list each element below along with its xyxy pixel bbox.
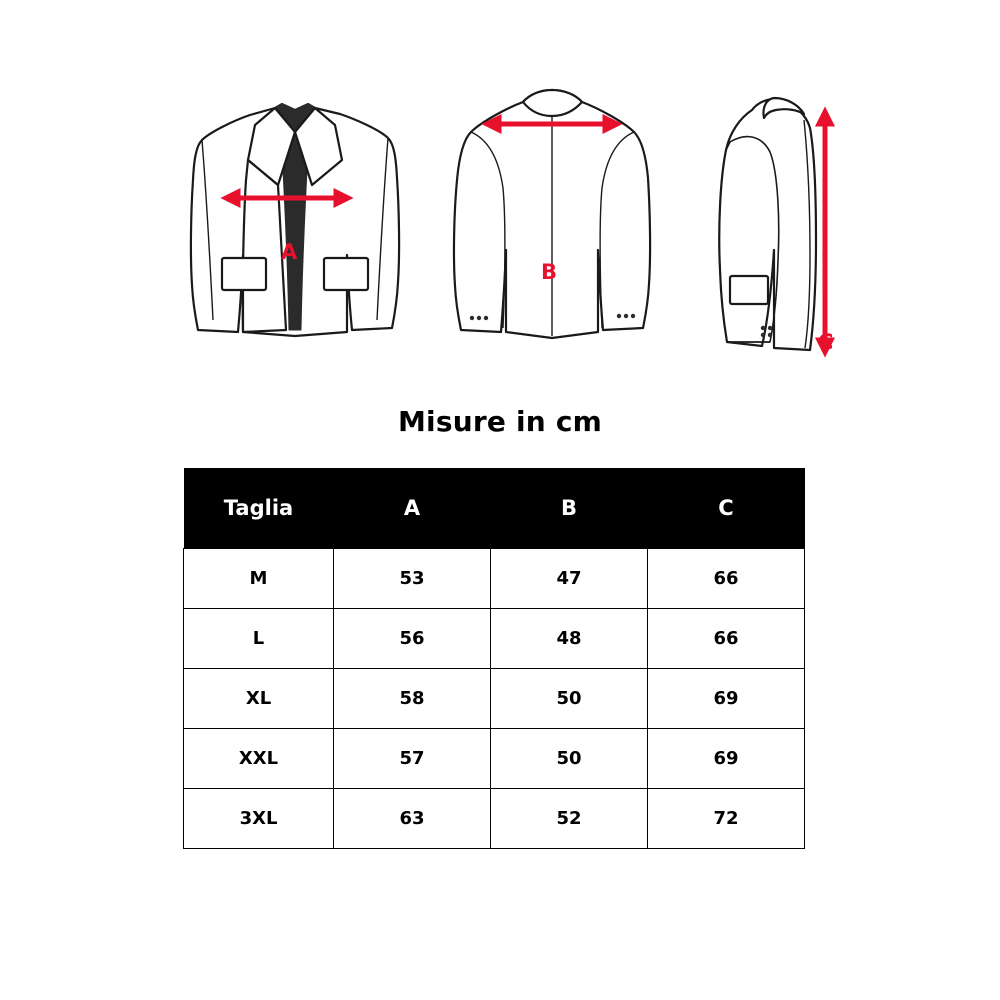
cell-b: 52 [491, 789, 648, 849]
measure-label-c: C [818, 330, 834, 354]
header-a: A [334, 468, 491, 549]
jacket-front-illustration [180, 80, 410, 370]
jacket-side-illustration [700, 80, 875, 370]
cell-size: 3XL [184, 789, 334, 849]
cell-a: 58 [334, 669, 491, 729]
cell-c: 72 [648, 789, 805, 849]
table-row [184, 789, 805, 849]
cell-b: 50 [491, 669, 648, 729]
cell-size: XL [184, 669, 334, 729]
cell-c: 66 [648, 549, 805, 609]
unit-caption: Misure in cm [397, 405, 603, 438]
cell-b: 50 [491, 729, 648, 789]
header-c: C [648, 468, 805, 549]
cell-a: 63 [334, 789, 491, 849]
cell-a: 53 [334, 549, 491, 609]
measure-label-a: A [281, 240, 298, 264]
cell-c: 69 [648, 729, 805, 789]
garment-illustrations [0, 80, 1000, 380]
jacket-back-illustration [445, 80, 660, 370]
measure-label-b: B [541, 260, 558, 284]
cell-size: XXL [184, 729, 334, 789]
cell-size: L [184, 609, 334, 669]
cell-c: 69 [648, 669, 805, 729]
cell-size: M [184, 549, 334, 609]
table-row [184, 609, 805, 669]
cell-b: 47 [491, 549, 648, 609]
size-table-wrapper [183, 468, 805, 849]
table-row [184, 549, 805, 609]
table-row [184, 729, 805, 789]
header-b: B [491, 468, 648, 549]
cell-a: 56 [334, 609, 491, 669]
header-size: Taglia [184, 468, 334, 549]
table-header-row [184, 468, 805, 549]
cell-b: 48 [491, 609, 648, 669]
cell-c: 66 [648, 609, 805, 669]
size-table [183, 468, 805, 849]
table-row [184, 669, 805, 729]
cell-a: 57 [334, 729, 491, 789]
